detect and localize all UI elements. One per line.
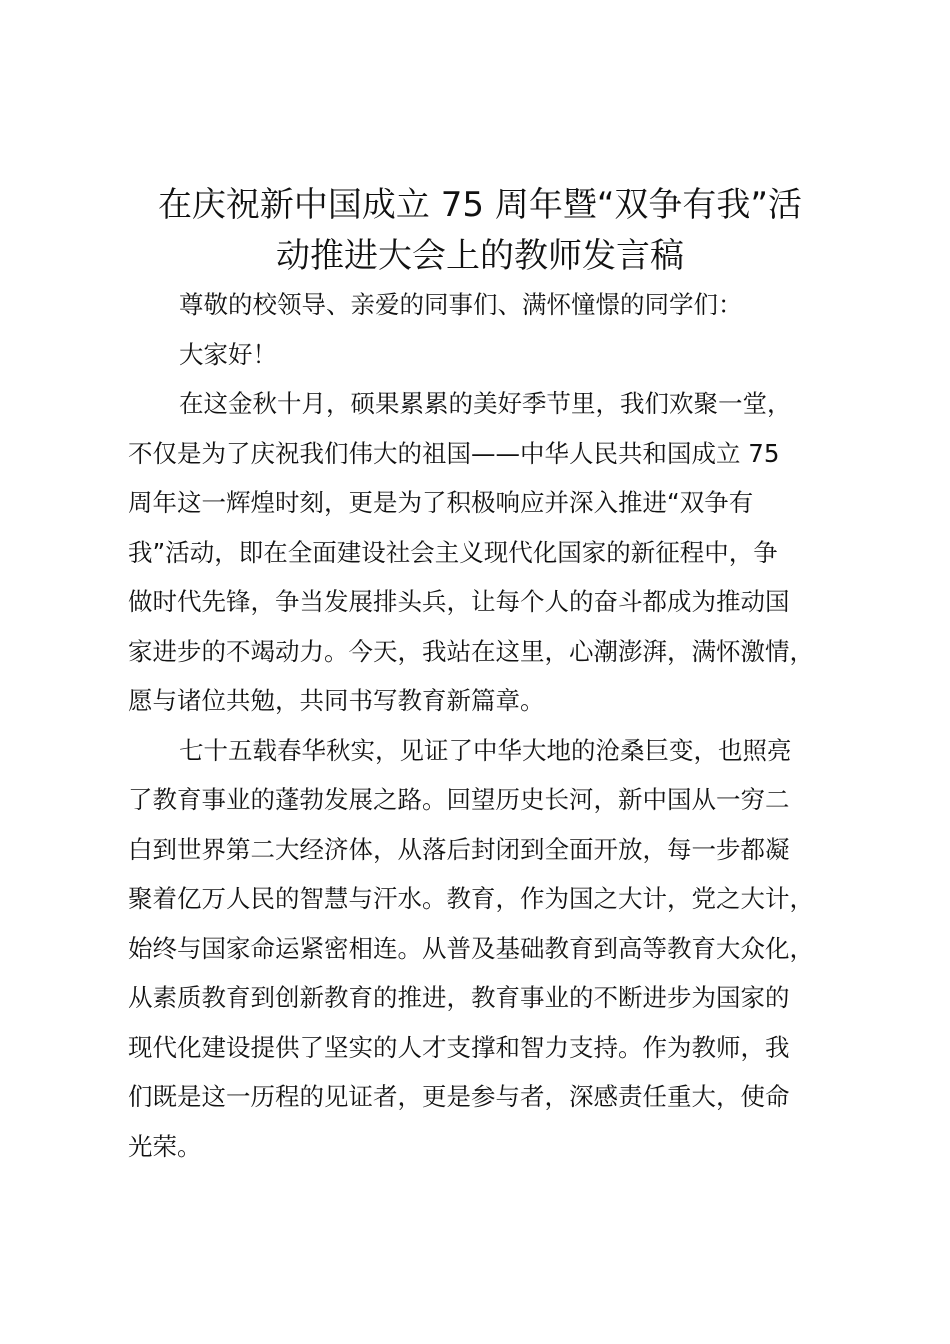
document-title — [100, 180, 860, 282]
title-line: 动推进大会上的教师发言稿 — [276, 236, 684, 276]
paragraph-line: 们既是这一历程的见证者，更是参与者，深感责任重大，使命 — [128, 1082, 790, 1111]
paragraph-line: 光荣。 — [128, 1131, 202, 1161]
title-line: 在庆祝新中国成立 75 周年暨“双争有我”活 — [157, 185, 803, 225]
paragraph-line: 家进步的不竭动力。今天，我站在这里，心潮澎湃，满怀激情， — [128, 636, 814, 666]
paragraph-line: 七十五载春华秋实，见证了中华大地的沧桑巨变，也照亮 — [179, 735, 792, 765]
paragraph-line: 不仅是为了庆祝我们伟大的祖国——中华人民共和国成立 75 — [128, 438, 780, 468]
paragraph-line: 白到世界第二大经济体，从落后封闭到全面开放，每一步都凝 — [128, 834, 790, 864]
paragraph-line: 始终与国家命运紧密相连。从普及基础教育到高等教育大众化， — [128, 933, 814, 963]
paragraph-line: 周年这一辉煌时刻，更是为了积极响应并深入推进“双争有 — [128, 488, 754, 517]
paragraph-line: 在这金秋十月，硕果累累的美好季节里，我们欢聚一堂， — [179, 389, 792, 418]
body-paragraph-2 — [128, 726, 858, 1172]
greeting-paragraph — [128, 330, 858, 380]
greeting-text: 大家好！ — [179, 339, 277, 369]
paragraph-line: 我”活动，即在全面建设社会主义现代化国家的新征程中，争 — [128, 537, 778, 567]
paragraph-line: 从素质教育到创新教育的推进，教育事业的不断进步为国家的 — [128, 983, 790, 1012]
salutation-text: 尊敬的校领导、亲爱的同事们、满怀憧憬的同学们： — [179, 290, 743, 319]
document-body — [128, 280, 858, 1171]
body-paragraph-1 — [128, 379, 858, 726]
paragraph-line: 现代化建设提供了坚实的人才支撑和智力支持。作为教师，我 — [128, 1032, 790, 1062]
paragraph-line: 愿与诸位共勉，共同书写教育新篇章。 — [128, 686, 545, 715]
paragraph-line: 聚着亿万人民的智慧与汗水。教育，作为国之大计，党之大计， — [128, 884, 814, 913]
paragraph-line: 了教育事业的蓬勃发展之路。回望历史长河，新中国从一穷二 — [128, 785, 790, 814]
paragraph-line: 做时代先锋，争当发展排头兵，让每个人的奋斗都成为推动国 — [128, 587, 790, 616]
salutation-paragraph — [128, 280, 858, 330]
